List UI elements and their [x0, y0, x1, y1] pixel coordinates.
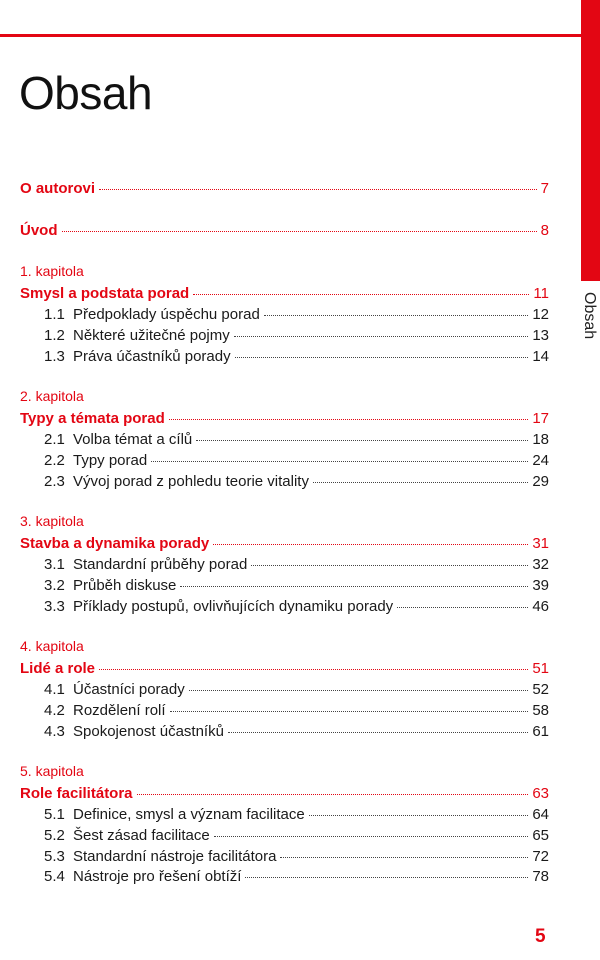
entry-title: O autorovi	[20, 180, 96, 197]
dot-leader	[235, 357, 529, 358]
dot-leader	[137, 794, 529, 795]
section-number: 1.1	[44, 306, 65, 323]
entry-page: 8	[540, 222, 549, 239]
section-number: 5.1	[44, 806, 65, 823]
section-number: 2.3	[44, 472, 65, 490]
toc-subentry[interactable]	[44, 555, 549, 575]
entry-title: Nástroje pro řešení obtíží	[73, 868, 242, 886]
entry-page: 18	[532, 431, 549, 448]
toc-entry[interactable]	[20, 179, 549, 199]
entry-page: 65	[532, 826, 549, 844]
entry-title: Průběh diskuse	[73, 576, 177, 594]
entry-page: 58	[532, 701, 549, 719]
toc-entry[interactable]	[20, 534, 549, 554]
section-number: 5.3	[44, 847, 65, 865]
dot-leader	[99, 189, 537, 190]
toc-entry[interactable]	[20, 784, 549, 804]
entry-page: 72	[532, 847, 549, 865]
entry-title: Typy porad	[73, 451, 148, 469]
chapter-label: 4. kapitola	[20, 638, 84, 654]
entry-title: Spokojenost účastníků	[73, 722, 224, 740]
entry-page: 7	[540, 180, 549, 197]
toc-subentry[interactable]	[44, 576, 549, 596]
toc-subentry[interactable]	[44, 347, 549, 367]
side-tab	[578, 292, 600, 352]
toc-subentry[interactable]	[44, 326, 549, 346]
entry-page: 24	[532, 451, 549, 469]
entry-page: 52	[532, 681, 549, 698]
entry-title: Účastníci porady	[73, 681, 185, 698]
section-number: 3.3	[44, 597, 65, 615]
section-number: 4.3	[44, 722, 65, 740]
dot-leader	[214, 836, 529, 837]
dot-leader	[309, 815, 529, 816]
section-number: 4.1	[44, 681, 65, 698]
toc-subentry[interactable]	[44, 826, 549, 846]
toc-subentry[interactable]	[44, 680, 549, 700]
entry-title: Rozdělení rolí	[73, 701, 166, 719]
entry-page: 11	[533, 285, 549, 302]
entry-title: Práva účastníků porady	[73, 347, 231, 365]
toc-subentry[interactable]	[44, 847, 549, 867]
entry-title: Role facilitátora	[20, 785, 133, 802]
section-number: 5.2	[44, 826, 65, 844]
section-number: 4.2	[44, 701, 65, 719]
dot-leader	[251, 565, 528, 566]
entry-title: Lidé a role	[20, 660, 96, 677]
entry-title: Standardní nástroje facilitátora	[73, 847, 277, 865]
dot-leader	[170, 711, 529, 712]
chapter-label: 3. kapitola	[20, 513, 84, 529]
entry-page: 64	[532, 806, 549, 823]
toc-subentry[interactable]	[44, 305, 549, 325]
entry-title: Šest zásad facilitace	[73, 826, 210, 844]
dot-leader	[397, 607, 528, 608]
entry-title: Standardní průběhy porad	[73, 556, 248, 573]
entry-title: Příklady postupů, ovlivňujících dynamiku porady	[73, 597, 394, 615]
dot-leader	[245, 877, 528, 878]
dot-leader	[62, 231, 537, 232]
dot-leader	[264, 315, 529, 316]
entry-page: 39	[532, 576, 549, 594]
entry-title: Úvod	[20, 222, 58, 239]
section-number: 1.3	[44, 347, 65, 365]
page-title: Obsah	[19, 67, 153, 119]
dot-leader	[228, 732, 528, 733]
side-color-bar	[581, 0, 600, 281]
toc-subentry[interactable]	[44, 430, 549, 450]
dot-leader	[313, 482, 528, 483]
entry-page: 61	[532, 722, 549, 740]
dot-leader	[234, 336, 529, 337]
dot-leader	[280, 857, 528, 858]
dot-leader	[169, 419, 529, 420]
toc-subentry[interactable]	[44, 451, 549, 471]
section-number: 2.2	[44, 451, 65, 469]
toc-entry[interactable]	[20, 284, 549, 304]
chapter-label: 2. kapitola	[20, 388, 84, 404]
entry-page: 51	[532, 660, 549, 677]
dot-leader	[196, 440, 528, 441]
dot-leader	[180, 586, 528, 587]
chapter-label: 5. kapitola	[20, 763, 84, 779]
entry-page: 29	[532, 472, 549, 490]
toc-subentry[interactable]	[44, 597, 549, 617]
section-number: 5.4	[44, 868, 65, 886]
toc-subentry[interactable]	[44, 805, 549, 825]
entry-title: Předpoklady úspěchu porad	[73, 306, 260, 323]
entry-page: 32	[532, 556, 549, 573]
entry-page: 12	[532, 306, 549, 323]
side-tab-label: Obsah	[581, 292, 598, 340]
entry-title: Některé užitečné pojmy	[73, 326, 230, 344]
toc-entry[interactable]	[20, 659, 549, 679]
dot-leader	[193, 294, 529, 295]
entry-title: Volba témat a cílů	[73, 431, 193, 448]
page-number: 5	[535, 926, 546, 947]
entry-title: Smysl a podstata porad	[20, 285, 190, 302]
section-number: 3.1	[44, 556, 65, 573]
section-number: 2.1	[44, 431, 65, 448]
entry-page: 17	[532, 410, 549, 427]
toc-subentry[interactable]	[44, 867, 549, 887]
entry-page: 31	[532, 535, 549, 552]
dot-leader	[151, 461, 528, 462]
entry-page: 63	[532, 785, 549, 802]
entry-page: 78	[532, 868, 549, 886]
toc-subentry[interactable]	[44, 472, 549, 492]
header-rule	[0, 34, 582, 37]
section-number: 1.2	[44, 326, 65, 344]
dot-leader	[213, 544, 528, 545]
toc-entry[interactable]	[20, 409, 549, 429]
dot-leader	[99, 669, 528, 670]
toc-entry[interactable]	[20, 221, 549, 241]
entry-title: Definice, smysl a význam facilitace	[73, 806, 305, 823]
chapter-label: 1. kapitola	[20, 263, 84, 279]
toc-subentry[interactable]	[44, 701, 549, 721]
entry-page: 13	[532, 326, 549, 344]
entry-title: Typy a témata porad	[20, 410, 165, 427]
section-number: 3.2	[44, 576, 65, 594]
entry-page: 14	[532, 347, 549, 365]
entry-title: Stavba a dynamika porady	[20, 535, 210, 552]
entry-title: Vývoj porad z pohledu teorie vitality	[73, 472, 309, 490]
toc-subentry[interactable]	[44, 722, 549, 742]
dot-leader	[189, 690, 529, 691]
entry-page: 46	[532, 597, 549, 615]
